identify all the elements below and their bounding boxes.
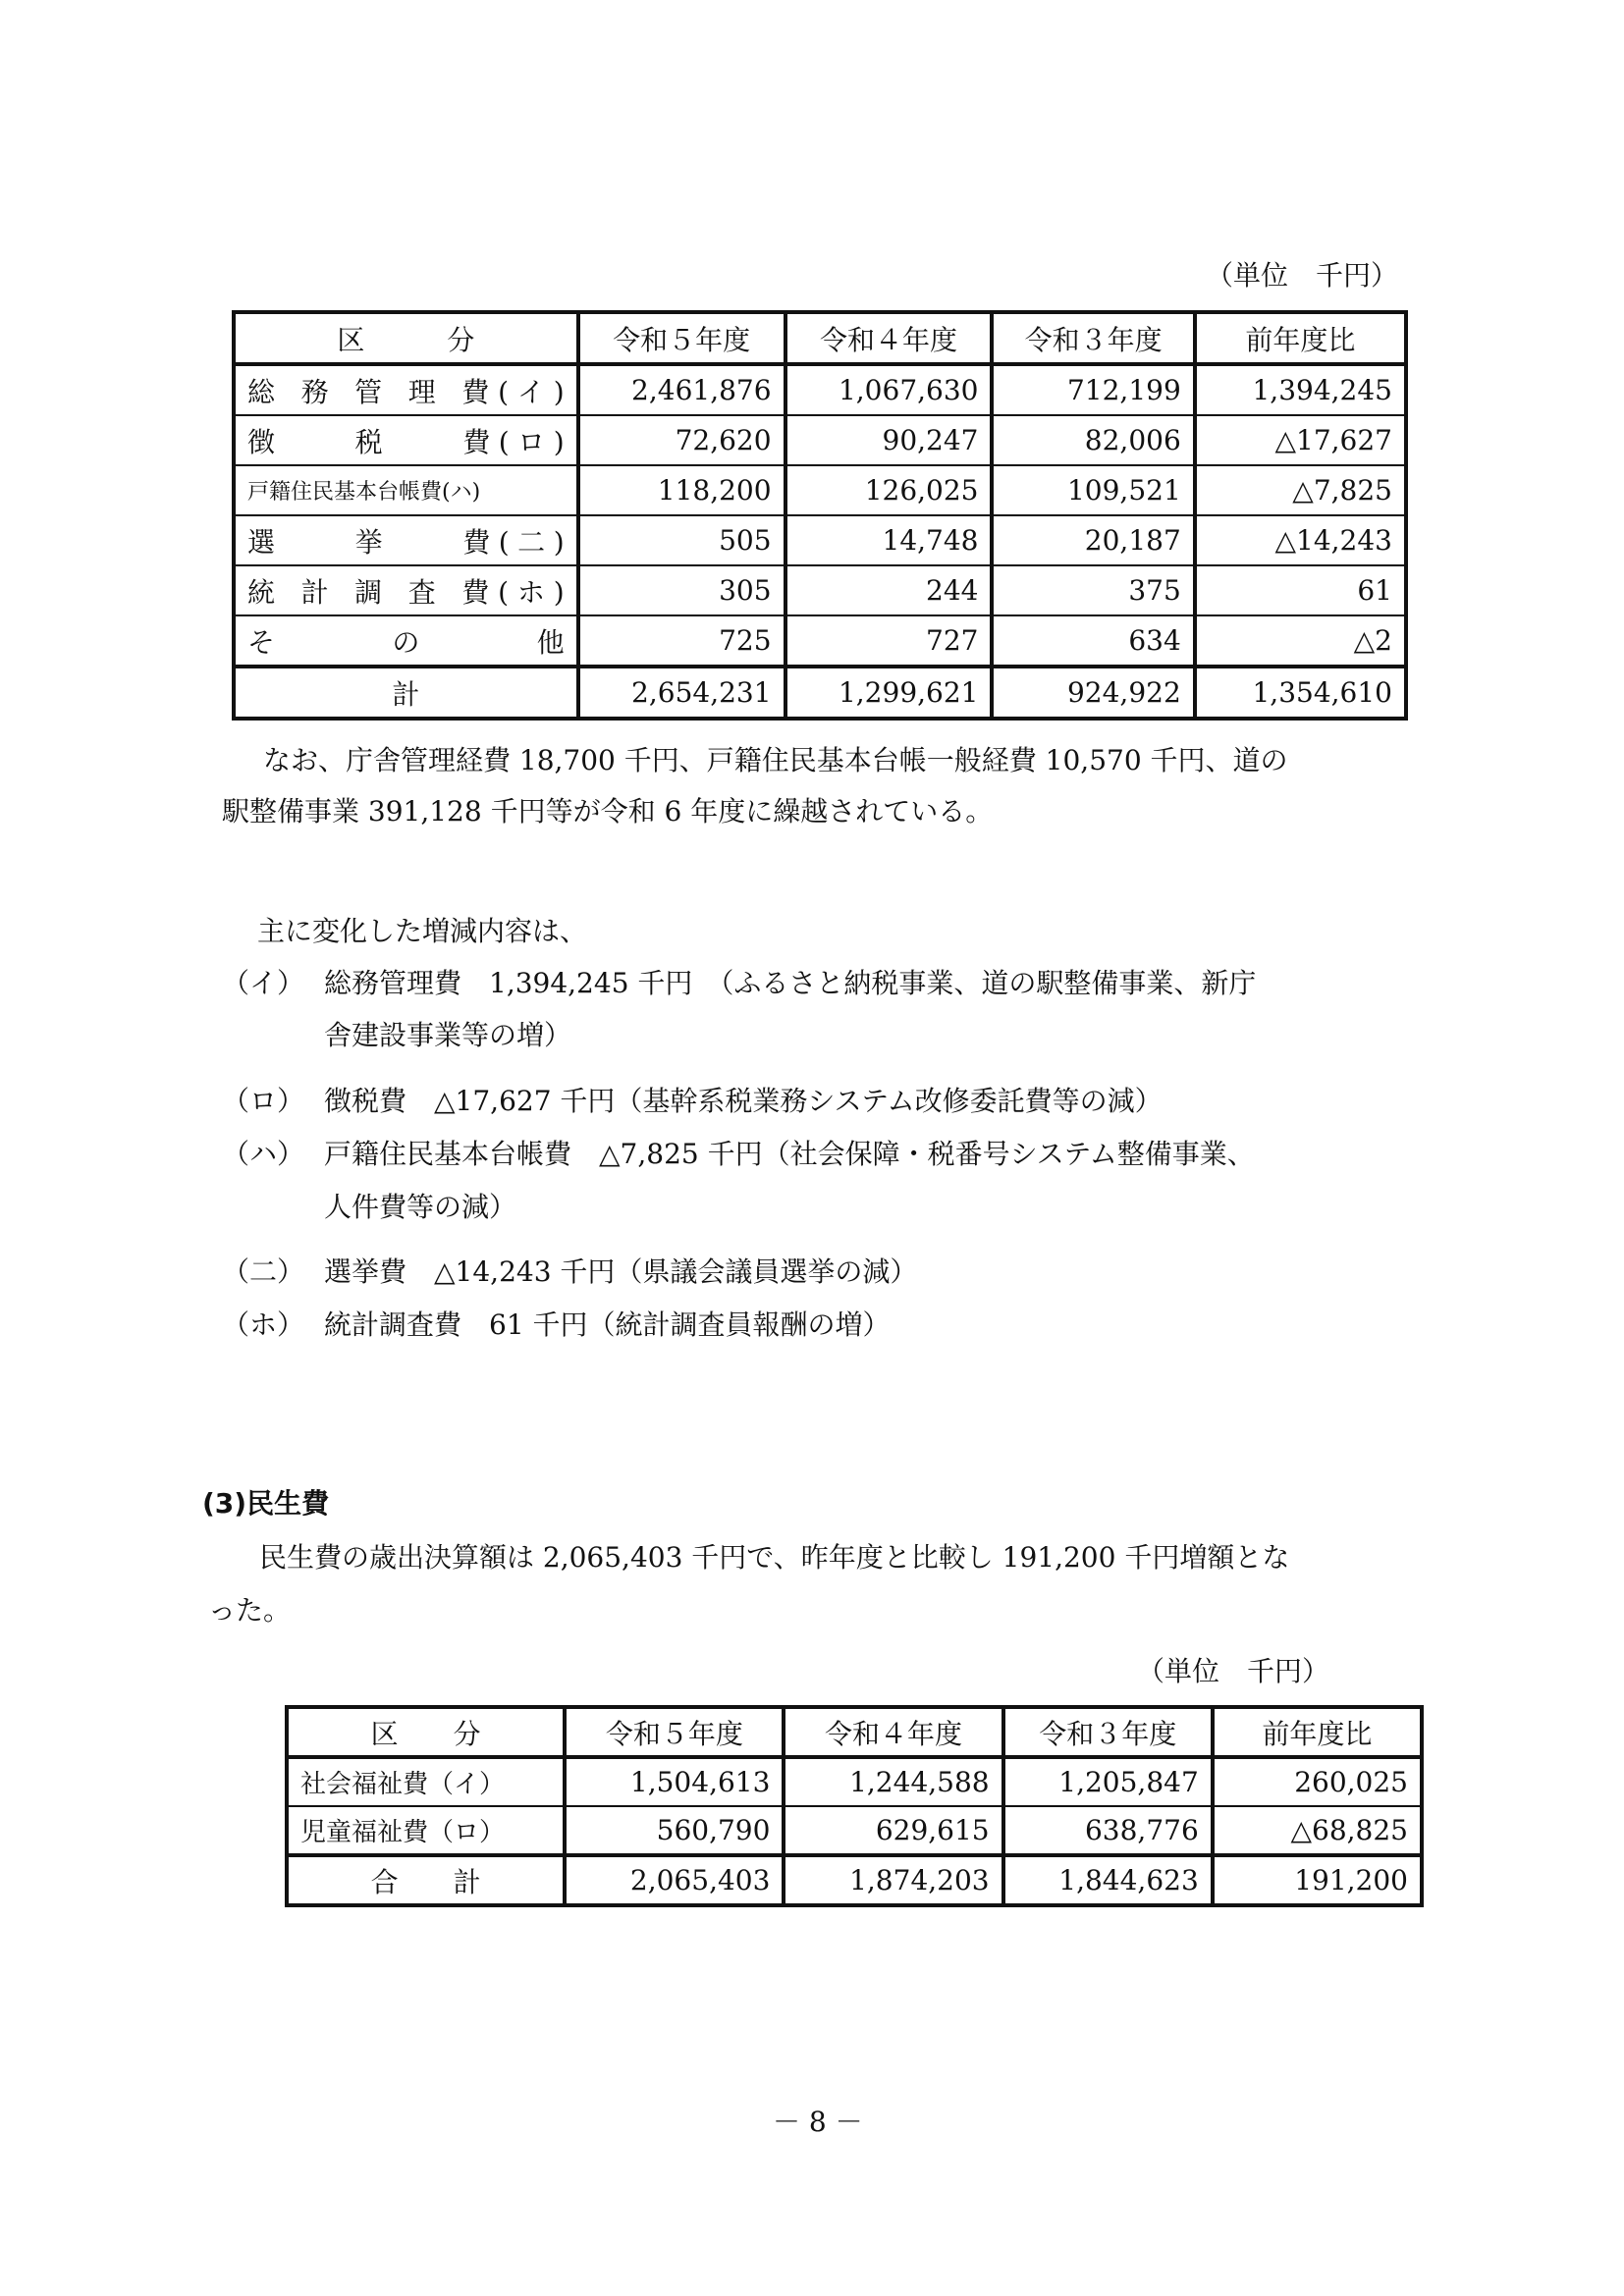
table-row [287,1806,1422,1855]
table2-unit-label: （単位 千円） [1137,1655,1330,1687]
row-label: 統 計 調 査 費(ホ) [234,565,578,615]
cell-r5: 72,620 [578,415,785,465]
change-marker: （ハ） [222,1138,305,1170]
table-row [234,515,1406,565]
cell-r4: 629,615 [784,1806,1002,1855]
change-marker: （イ） [222,967,305,999]
header-r5: 令和５年度 [565,1707,784,1757]
table-total-row [287,1855,1422,1905]
cell-r4: 1,067,630 [785,364,993,415]
cell-r4: 727 [785,615,993,667]
welfare-table [285,1705,1424,1907]
cell-r3: 20,187 [992,515,1194,565]
changes-intro: 主に変化した増減内容は、 [257,915,588,947]
cell-r4: 1,244,588 [784,1757,1002,1806]
change-text: 舎建設事業等の増） [324,1019,572,1051]
cell-diff: 260,025 [1213,1757,1422,1806]
cell-r3: 1,205,847 [1003,1757,1213,1806]
cell-r3: 82,006 [992,415,1194,465]
section-body-line: った。 [208,1594,292,1627]
total-diff: 191,200 [1213,1855,1422,1905]
section-body-line: 民生費の歳出決算額は 2,065,403 千円で、昨年度と比較し 191,200 千円増額とな [259,1541,1290,1574]
change-text: 選挙費 △14,243 千円（県議会議員選挙の減） [324,1255,918,1288]
cell-r5: 505 [578,515,785,565]
cell-diff: 1,394,245 [1195,364,1406,415]
table-total-row [234,667,1406,719]
cell-r5: 118,200 [578,465,785,515]
cell-r4: 244 [785,565,993,615]
cell-r4: 90,247 [785,415,993,465]
table-row [287,1757,1422,1806]
total-label: 合 計 [287,1855,565,1905]
row-label: 総 務 管 理 費(イ) [234,364,578,415]
header-category: 区 分 [287,1707,565,1757]
cell-r5: 725 [578,615,785,667]
general-affairs-table [232,310,1408,721]
header-r5: 令和５年度 [578,312,785,364]
row-label: 社会福祉費（イ） [287,1757,565,1806]
row-label: 選 挙 費(二) [234,515,578,565]
cell-r3: 634 [992,615,1194,667]
table-row [234,615,1406,667]
change-text: 徴税費 △17,627 千円（基幹系税業務システム改修委託費等の減） [324,1085,1163,1117]
cell-diff: 61 [1195,565,1406,615]
row-label: 児童福祉費（ロ） [287,1806,565,1855]
cell-r4: 14,748 [785,515,993,565]
change-text: 戸籍住民基本台帳費 △7,825 千円（社会保障・税番号システム整備事業、 [324,1138,1255,1170]
cell-diff: △2 [1195,615,1406,667]
total-r5: 2,654,231 [578,667,785,719]
header-diff: 前年度比 [1195,312,1406,364]
table-row [234,364,1406,415]
cell-diff: △68,825 [1213,1806,1422,1855]
cell-r3: 375 [992,565,1194,615]
table-row [234,465,1406,515]
change-marker: （ホ） [222,1308,305,1341]
header-r4: 令和４年度 [784,1707,1002,1757]
table-header-row [287,1707,1422,1757]
header-r3: 令和３年度 [992,312,1194,364]
total-r3: 1,844,623 [1003,1855,1213,1905]
total-r4: 1,299,621 [785,667,993,719]
cell-r5: 1,504,613 [565,1757,784,1806]
cell-r5: 560,790 [565,1806,784,1855]
header-r3: 令和３年度 [1003,1707,1213,1757]
cell-r3: 712,199 [992,364,1194,415]
header-category: 区 分 [234,312,578,364]
cell-r3: 638,776 [1003,1806,1213,1855]
change-text: 人件費等の減） [324,1191,517,1223]
page-number: － 8 － [773,2106,863,2138]
change-text: 総務管理費 1,394,245 千円 （ふるさと納税事業、道の駅整備事業、新庁 [324,967,1257,999]
section-heading: (3)民生費 [202,1487,330,1520]
change-marker: （二） [222,1255,305,1288]
cell-r4: 126,025 [785,465,993,515]
cell-diff: △7,825 [1195,465,1406,515]
total-r4: 1,874,203 [784,1855,1002,1905]
table-row [234,415,1406,465]
cell-r5: 2,461,876 [578,364,785,415]
cell-diff: △14,243 [1195,515,1406,565]
change-text: 統計調査費 61 千円（統計調査員報酬の増） [324,1308,891,1341]
row-label: 徴 税 費(ロ) [234,415,578,465]
row-label: 戸籍住民基本台帳費(ハ) [234,465,578,515]
change-marker: （ロ） [222,1085,305,1117]
cell-diff: △17,627 [1195,415,1406,465]
carryover-note-line: なお、庁舎管理経費 18,700 千円、戸籍住民基本台帳一般経費 10,570 千円、道の [263,744,1288,776]
total-diff: 1,354,610 [1195,667,1406,719]
cell-r3: 109,521 [992,465,1194,515]
table-header-row [234,312,1406,364]
total-r5: 2,065,403 [565,1855,784,1905]
row-label: そ の 他 [234,615,578,667]
carryover-note-line: 駅整備事業 391,128 千円等が令和 6 年度に繰越されている。 [222,795,994,828]
header-r4: 令和４年度 [785,312,993,364]
total-label: 計 [234,667,578,719]
total-r3: 924,922 [992,667,1194,719]
table1-unit-label: （単位 千円） [1206,259,1399,292]
table-row [234,565,1406,615]
header-diff: 前年度比 [1213,1707,1422,1757]
cell-r5: 305 [578,565,785,615]
